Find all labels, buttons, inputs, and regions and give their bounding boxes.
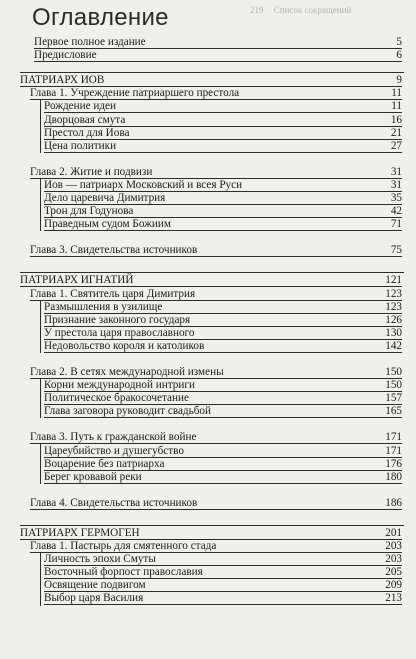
indent-rule xyxy=(40,379,41,418)
subsection-entry-page-number: 11 xyxy=(391,100,402,113)
subsection-entry-page-number: 130 xyxy=(385,326,402,339)
facing-page-header xyxy=(250,0,416,20)
subsection-entry-leader-line xyxy=(44,417,402,418)
section-heading-page-number: 9 xyxy=(396,74,402,87)
chapter-entry-label: Глава 1. Учреждение патриаршего престола xyxy=(30,87,240,100)
subsection-entry-page-number: 123 xyxy=(385,300,402,313)
chapter-entry-page-number: 171 xyxy=(385,431,402,444)
subsection-entry-label: Глава заговора руководит свадьбой xyxy=(44,405,211,418)
section-heading-label: ПАТРИАРХ ГЕРМОГЕН xyxy=(20,526,140,539)
subsection-entry-page-number: 126 xyxy=(385,313,402,326)
chapter-entry-page-number: 150 xyxy=(385,366,402,378)
subsection-entry-page-number: 21 xyxy=(390,126,402,139)
section-heading-label: ПАТРИАРХ ИОВ xyxy=(20,74,105,87)
subsection-entry-label: Выбор царя Василия xyxy=(44,592,144,605)
intro-entry-page-number: 6 xyxy=(396,49,402,62)
chapter-entry-page-number: 123 xyxy=(385,287,402,300)
subsection-entry-page-number: 157 xyxy=(385,392,402,405)
subsection-entry-label: Восточный форпост православия xyxy=(44,566,203,579)
chapter-entry-label: Глава 3. Свидетельства источников xyxy=(30,244,198,257)
subsection-entry-page-number: 150 xyxy=(385,379,402,392)
chapter-entry-label: Глава 1. Пастырь для смятенного стада xyxy=(30,540,217,552)
intro-entry-leader-line xyxy=(34,61,402,62)
subsection-entry-label: Признание законного государя xyxy=(44,313,191,326)
facing-page-title: Список сокращений xyxy=(273,5,352,15)
subsection-entry-page-number: 31 xyxy=(390,178,402,191)
subsection-entry-page-number: 42 xyxy=(390,205,402,218)
subsection-entry-label: Цена политики xyxy=(44,139,117,152)
indent-rule xyxy=(40,179,41,232)
chapter-entry-page-number: 11 xyxy=(391,87,402,100)
subsection-entry-leader-line xyxy=(44,604,402,605)
section-heading-label: ПАТРИАРХ ИГНАТИЙ xyxy=(20,274,134,287)
subsection-entry-leader-line xyxy=(44,352,402,353)
subsection-entry-label: Личность эпохи Смуты xyxy=(44,553,156,566)
subsection-entry-leader-line xyxy=(44,230,402,231)
subsection-entry-page-number: 209 xyxy=(385,579,402,592)
chapter-entry-page-number: 75 xyxy=(390,244,402,257)
subsection-entry-page-number: 165 xyxy=(385,405,402,418)
subsection-entry-page-number: 203 xyxy=(385,553,402,566)
subsection-entry-label: Престол для Иова xyxy=(44,126,130,139)
chapter-entry-page-number: 203 xyxy=(385,540,402,552)
subsection-entry-label: Праведным судом Божиим xyxy=(44,218,171,231)
chapter-entry-label: Глава 4. Свидетельства источников xyxy=(30,496,198,509)
subsection-entry-page-number: 16 xyxy=(390,113,402,126)
subsection-entry-label: Политическое бракосочетание xyxy=(44,392,189,405)
subsection-entry-label: Освящение подвигом xyxy=(44,579,146,592)
section-divider xyxy=(20,72,404,73)
chapter-entry-page-number: 31 xyxy=(390,165,402,178)
subsection-entry-page-number: 35 xyxy=(390,192,402,204)
section-heading-page-number: 121 xyxy=(385,274,402,287)
subsection-entry-label: Дворцовая смута xyxy=(44,113,126,126)
subsection-entry-page-number: 205 xyxy=(385,566,402,579)
section-divider xyxy=(20,525,404,526)
subsection-entry-label: Трон для Годунова xyxy=(44,205,134,218)
indent-rule xyxy=(40,553,41,606)
chapter-entry-leader-line xyxy=(30,509,402,510)
subsection-entry-page-number: 71 xyxy=(390,218,402,231)
chapter-entry-label: Глава 2. В сетях международной измены xyxy=(30,366,224,378)
subsection-entry-label: Корни международной интриги xyxy=(44,379,195,392)
section-heading-page-number: 201 xyxy=(385,526,402,539)
chapter-entry-label: Глава 3. Путь к гражданской войне xyxy=(30,431,197,444)
subsection-entry-label: Рождение идеи xyxy=(44,100,117,113)
intro-entry-page-number: 5 xyxy=(396,36,402,48)
indent-rule xyxy=(40,301,41,354)
subsection-entry-label: У престола царя православного xyxy=(44,326,195,339)
section-divider xyxy=(20,272,404,273)
subsection-entry-label: Цареубийство и душегубство xyxy=(44,444,184,457)
facing-page-number: 219 xyxy=(250,5,264,15)
subsection-entry-label: Размышления в узилище xyxy=(44,300,163,313)
subsection-entry-page-number: 27 xyxy=(390,139,402,152)
indent-rule xyxy=(40,444,41,483)
subsection-entry-leader-line xyxy=(44,152,402,153)
subsection-entry-page-number: 213 xyxy=(385,592,402,605)
subsection-entry-label: Дело царевича Димитрия xyxy=(44,192,166,204)
subsection-entry-page-number: 176 xyxy=(385,457,402,470)
intro-entry-label: Предисловие xyxy=(34,49,97,62)
subsection-entry-page-number: 180 xyxy=(385,470,402,483)
chapter-entry-leader-line xyxy=(30,256,402,257)
subsection-entry-page-number: 171 xyxy=(385,444,402,457)
subsection-entry-label: Недовольство короля и католиков xyxy=(44,339,205,352)
subsection-entry-label: Берег кровавой реки xyxy=(44,470,142,483)
chapter-entry-page-number: 186 xyxy=(385,496,402,509)
subsection-entry-leader-line xyxy=(44,483,402,484)
page-title: Оглавление xyxy=(32,4,169,31)
chapter-entry-label: Глава 1. Святитель царя Димитрия xyxy=(30,287,196,300)
intro-entry-label: Первое полное издание xyxy=(34,36,146,48)
subsection-entry-page-number: 142 xyxy=(385,339,402,352)
chapter-entry-label: Глава 2. Житие и подвизи xyxy=(30,165,153,178)
subsection-entry-label: Иов — патриарх Московский и всея Руси xyxy=(44,178,243,191)
subsection-entry-label: Воцарение без патриарха xyxy=(44,457,165,470)
indent-rule xyxy=(40,100,41,153)
